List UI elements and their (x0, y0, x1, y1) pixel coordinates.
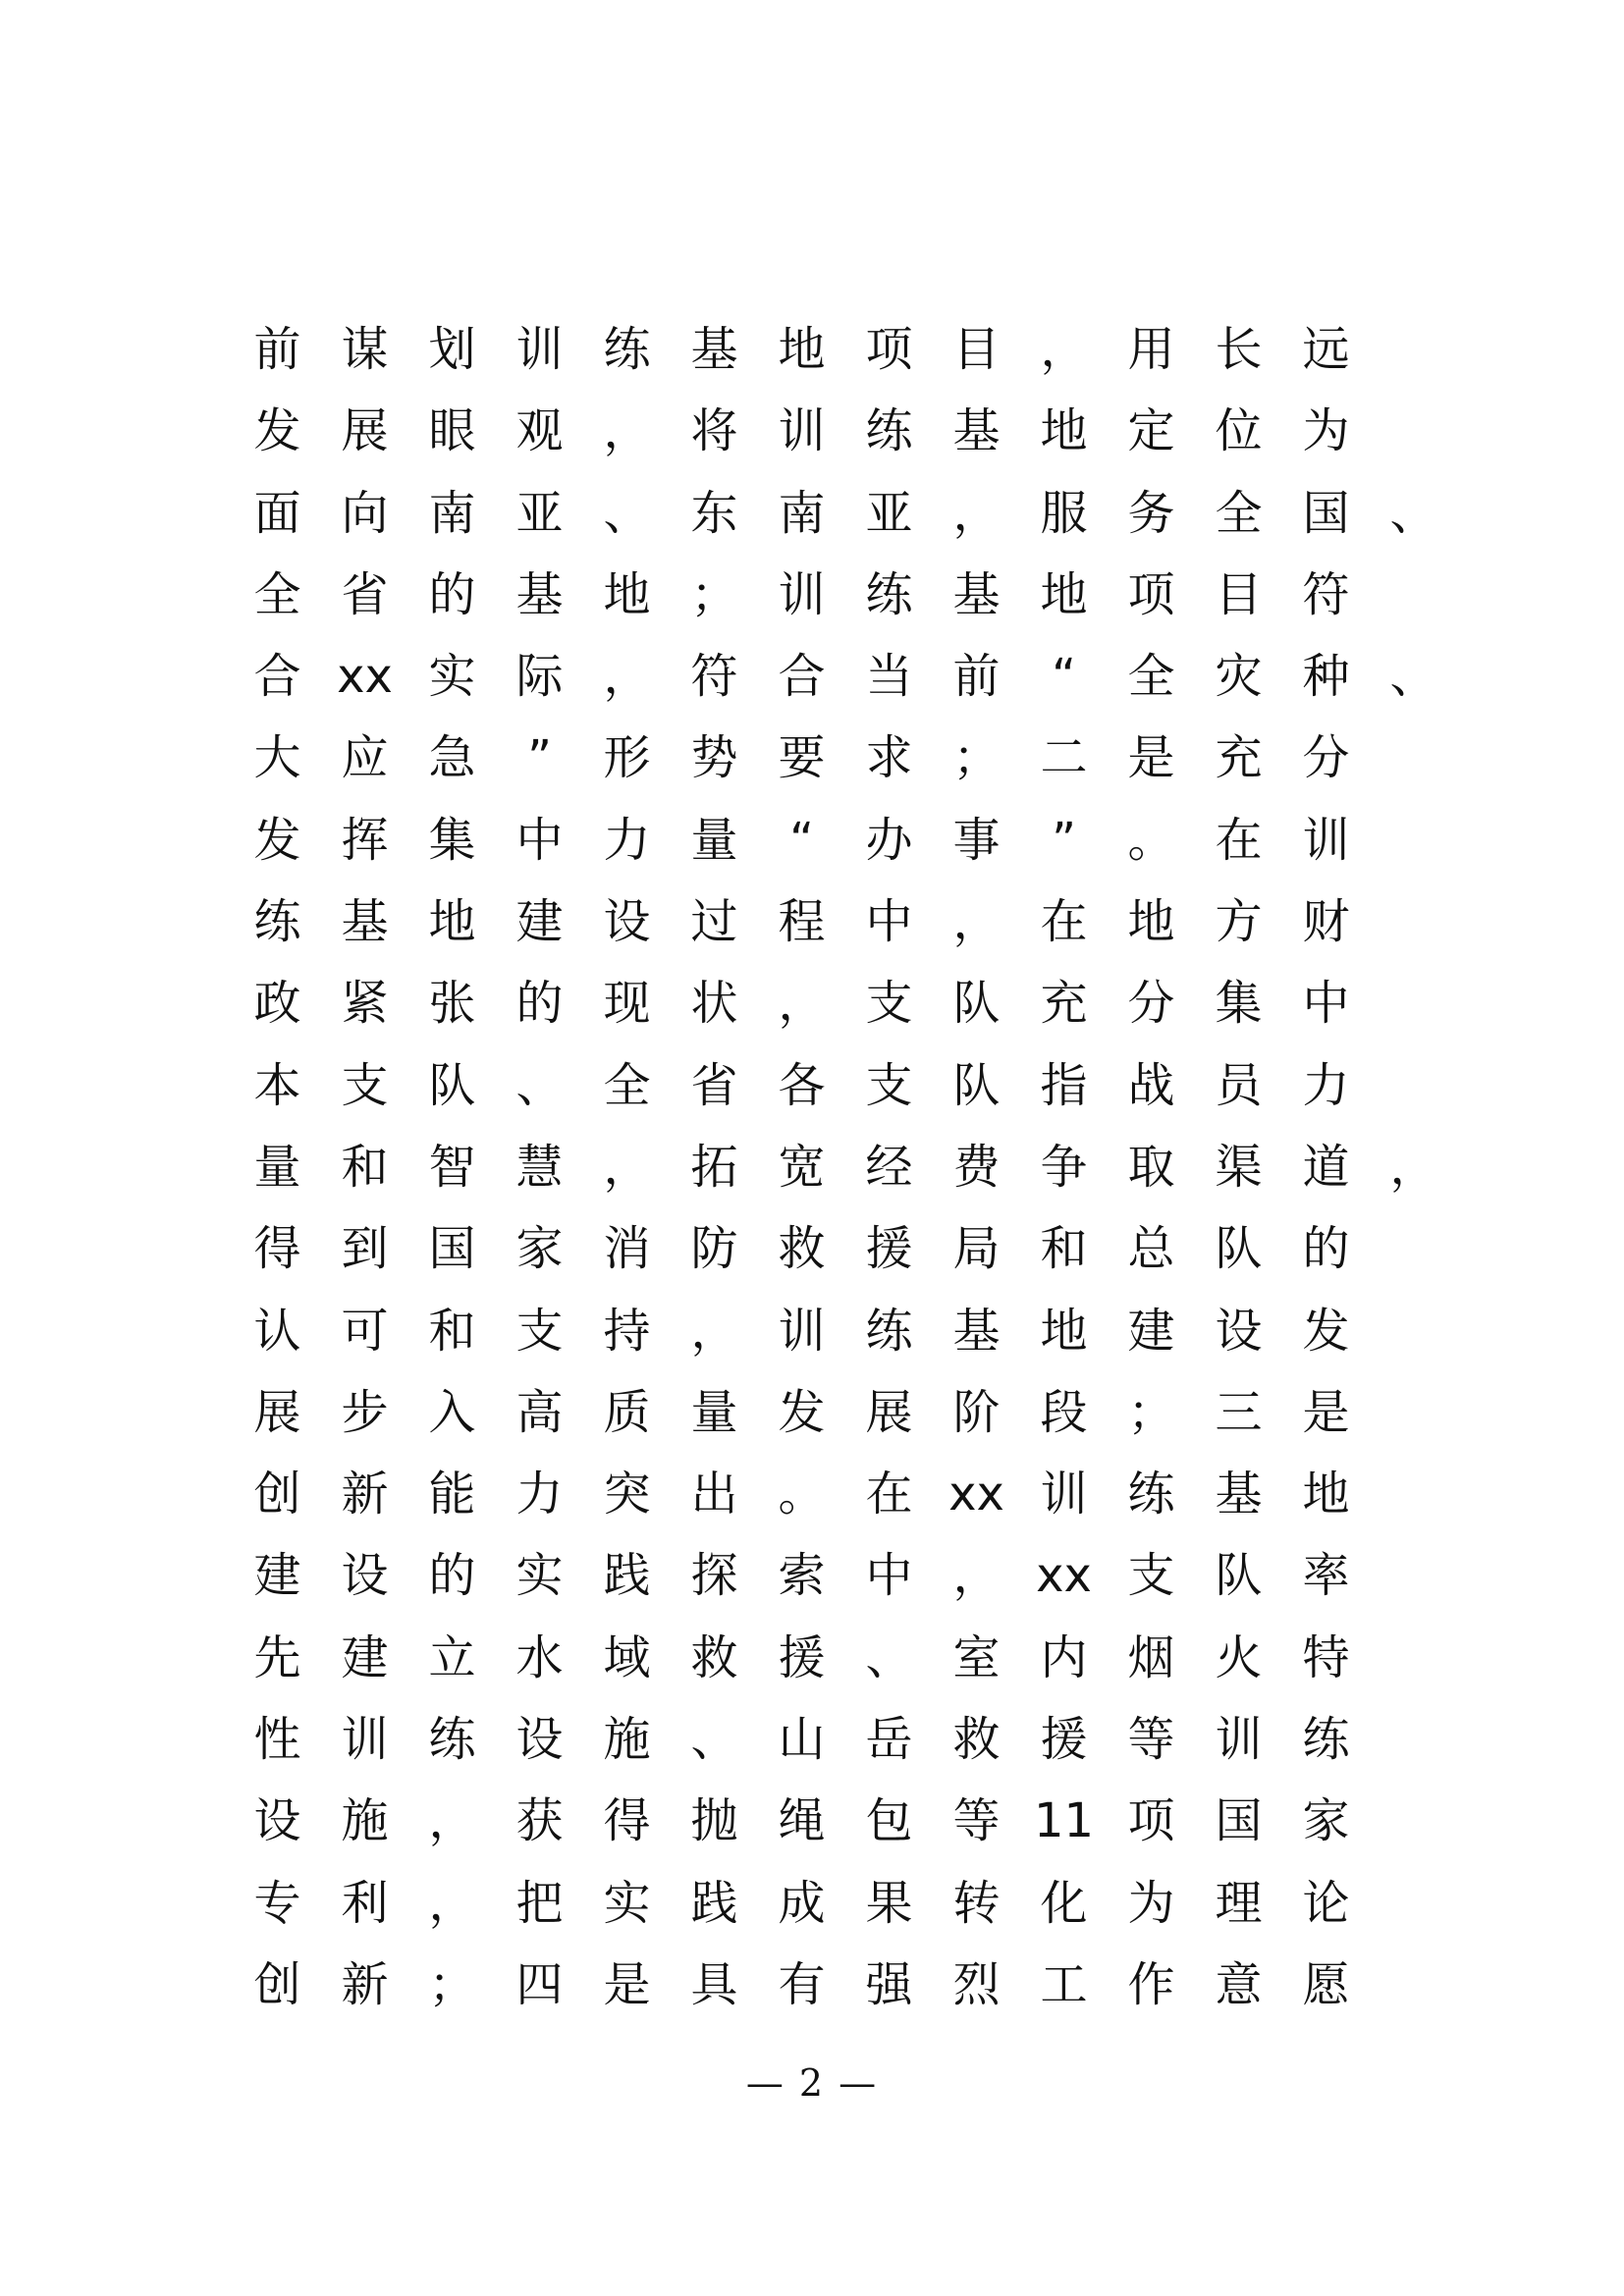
text-char: 要 (778, 730, 826, 786)
text-char: 地 (1040, 566, 1088, 622)
text-char: 室 (952, 1629, 1001, 1685)
text-char: 的 (428, 1548, 476, 1604)
text-char: 到 (341, 1221, 389, 1277)
text-char: 设 (1215, 1303, 1263, 1359)
text-char: ； (1127, 1384, 1175, 1440)
text-char: ， (1389, 1139, 1437, 1195)
text-char: 事 (952, 812, 1001, 868)
text-char: 。 (778, 1467, 826, 1522)
text-char: 项 (865, 322, 913, 377)
text-char: 员 (1215, 1057, 1263, 1113)
text-char: 中 (515, 812, 564, 868)
text-char: 分 (1127, 976, 1175, 1032)
text-char: 国 (1215, 1793, 1263, 1849)
text-char: 作 (1127, 1956, 1175, 2012)
text-char: 程 (778, 894, 826, 950)
text-char: 集 (1215, 976, 1263, 1032)
text-char: 支 (341, 1057, 389, 1113)
text-char: 三 (1215, 1384, 1263, 1440)
text-char: 和 (428, 1303, 476, 1359)
text-char: 训 (515, 322, 564, 377)
text-char: 强 (865, 1956, 913, 2012)
text-char: 利 (341, 1875, 389, 1931)
text-char: 训 (778, 403, 826, 459)
text-char: 符 (690, 649, 738, 705)
text-char: ， (603, 1139, 651, 1195)
text-char: 指 (1040, 1057, 1088, 1113)
text-char: 服 (1040, 485, 1088, 541)
text-char: 践 (603, 1548, 651, 1604)
text-char: 探 (690, 1548, 738, 1604)
text-char: 国 (1302, 485, 1350, 541)
text-char: 索 (778, 1548, 826, 1604)
text-char: 队 (952, 1057, 1001, 1113)
text-char: 施 (603, 1712, 651, 1768)
text-char: 各 (778, 1057, 826, 1113)
text-char: 展 (253, 1384, 301, 1440)
text-char: 紧 (341, 976, 389, 1032)
text-char: 基 (952, 1303, 1001, 1359)
text-char: ， (1040, 322, 1088, 377)
text-char: 和 (1040, 1221, 1088, 1277)
text-char: xx (337, 649, 393, 705)
text-char: 训 (1215, 1712, 1263, 1768)
text-char: 项 (1127, 566, 1175, 622)
text-char: “ (789, 812, 814, 868)
text-line (234, 1136, 1437, 1217)
text-char: ， (778, 976, 826, 1032)
text-char: 的 (515, 976, 564, 1032)
text-char: 形 (603, 730, 651, 786)
text-char: 可 (341, 1303, 389, 1359)
text-char: 地 (778, 322, 826, 377)
text-char: ， (690, 1303, 738, 1359)
text-char: ； (690, 566, 738, 622)
text-char: 理 (1215, 1875, 1263, 1931)
text-char: 发 (253, 812, 301, 868)
text-char: 、 (1389, 649, 1437, 705)
text-char: 挥 (341, 812, 389, 868)
text-char: 消 (603, 1221, 651, 1277)
text-char: 势 (690, 730, 738, 786)
text-char: 费 (952, 1139, 1001, 1195)
text-char: 质 (603, 1384, 651, 1440)
text-char: 抛 (690, 1793, 738, 1849)
text-char: 发 (253, 403, 301, 459)
text-char: 分 (1302, 730, 1350, 786)
text-char: 实 (428, 649, 476, 705)
text-line (234, 1544, 1392, 1626)
text-line (234, 1054, 1392, 1136)
text-char: 练 (865, 566, 913, 622)
body-text (234, 318, 1437, 2035)
text-char: 力 (1302, 1057, 1350, 1113)
text-char: 地 (428, 894, 476, 950)
text-char: 大 (253, 730, 301, 786)
text-char: 练 (1302, 1712, 1350, 1768)
text-char: 基 (515, 566, 564, 622)
text-char: 家 (1302, 1793, 1350, 1849)
text-char: ； (428, 1956, 476, 2012)
text-char: 突 (603, 1467, 651, 1522)
text-char: 方 (1215, 894, 1263, 950)
text-char: 基 (952, 403, 1001, 459)
text-char: 基 (1215, 1467, 1263, 1522)
text-char: “ (1052, 649, 1076, 705)
text-char: 急 (428, 730, 476, 786)
text-char: 队 (952, 976, 1001, 1032)
text-char: 地 (1040, 403, 1088, 459)
text-char: 是 (1302, 1384, 1350, 1440)
text-char: 性 (253, 1712, 301, 1768)
text-line (234, 726, 1392, 808)
text-char: ， (952, 1548, 1001, 1604)
text-char: 种 (1302, 649, 1350, 705)
text-char: 工 (1040, 1956, 1088, 2012)
text-char: 南 (778, 485, 826, 541)
text-char: 发 (778, 1384, 826, 1440)
text-char: 的 (428, 566, 476, 622)
text-char: 是 (1127, 730, 1175, 786)
text-char: 转 (952, 1875, 1001, 1931)
text-char: 际 (515, 649, 564, 705)
text-char: 量 (690, 812, 738, 868)
text-char: 的 (1302, 1221, 1350, 1277)
text-char: 力 (603, 812, 651, 868)
text-char: 果 (865, 1875, 913, 1931)
text-char: 总 (1127, 1221, 1175, 1277)
text-line (234, 1300, 1392, 1381)
text-char: 山 (778, 1712, 826, 1768)
text-char: 践 (690, 1875, 738, 1931)
text-char: 高 (515, 1384, 564, 1440)
text-char: 建 (341, 1629, 389, 1685)
text-char: 论 (1302, 1875, 1350, 1931)
text-char: 中 (865, 1548, 913, 1604)
text-char: 、 (1389, 485, 1437, 541)
text-char: 省 (690, 1057, 738, 1113)
text-char: ， (952, 894, 1001, 950)
text-line (234, 1381, 1392, 1463)
text-char: 能 (428, 1467, 476, 1522)
text-char: ； (952, 730, 1001, 786)
text-char: 练 (253, 894, 301, 950)
text-char: 为 (1302, 403, 1350, 459)
text-char: 把 (515, 1875, 564, 1931)
text-char: 张 (428, 976, 476, 1032)
text-char: 地 (603, 566, 651, 622)
text-char: 经 (865, 1139, 913, 1195)
text-line (234, 1872, 1392, 1953)
text-char: 财 (1302, 894, 1350, 950)
text-char: 实 (515, 1548, 564, 1604)
text-char: 队 (1215, 1221, 1263, 1277)
text-char: 、 (603, 485, 651, 541)
text-char: 亚 (515, 485, 564, 541)
text-char: 中 (1302, 976, 1350, 1032)
text-char: 练 (865, 1303, 913, 1359)
text-line (234, 1953, 1392, 2035)
text-char: 特 (1302, 1629, 1350, 1685)
text-char: 应 (341, 730, 389, 786)
text-char: 项 (1127, 1793, 1175, 1849)
text-char: 练 (1127, 1467, 1175, 1522)
text-char: 队 (1215, 1548, 1263, 1604)
text-char: 支 (515, 1303, 564, 1359)
text-char: 务 (1127, 485, 1175, 541)
text-char: 远 (1302, 322, 1350, 377)
text-char: 水 (515, 1629, 564, 1685)
text-line (234, 563, 1392, 645)
text-char: 专 (253, 1875, 301, 1931)
text-line (234, 1463, 1392, 1544)
text-char: 救 (952, 1712, 1001, 1768)
text-line (234, 1708, 1392, 1789)
text-char: 救 (690, 1629, 738, 1685)
text-char: 立 (428, 1629, 476, 1685)
text-line (234, 972, 1392, 1053)
text-char: 本 (253, 1057, 301, 1113)
text-char: 训 (341, 1712, 389, 1768)
text-char: 支 (1127, 1548, 1175, 1604)
text-line (234, 1789, 1392, 1871)
text-char: 设 (603, 894, 651, 950)
text-char: ， (428, 1793, 476, 1849)
text-char: 省 (341, 566, 389, 622)
text-char: 状 (690, 976, 738, 1032)
text-char: 救 (778, 1221, 826, 1277)
text-char: 阶 (952, 1384, 1001, 1440)
text-char: 支 (865, 1057, 913, 1113)
text-char: 符 (1302, 566, 1350, 622)
text-char: 烟 (1127, 1629, 1175, 1685)
text-char: 设 (341, 1548, 389, 1604)
text-char: 创 (253, 1467, 301, 1522)
text-char: 国 (428, 1221, 476, 1277)
text-char: 四 (515, 1956, 564, 2012)
text-char: 眼 (428, 403, 476, 459)
text-char: 合 (778, 649, 826, 705)
text-char: 中 (865, 894, 913, 950)
text-char: 防 (690, 1221, 738, 1277)
text-char: 谋 (341, 322, 389, 377)
text-char: 出 (690, 1467, 738, 1522)
text-line (234, 809, 1392, 890)
text-char: 步 (341, 1384, 389, 1440)
text-char: 渠 (1215, 1139, 1263, 1195)
text-char: 入 (428, 1384, 476, 1440)
text-char: 训 (778, 1303, 826, 1359)
text-char: 内 (1040, 1629, 1088, 1685)
text-char: 率 (1302, 1548, 1350, 1604)
text-char: 基 (341, 894, 389, 950)
text-char: ， (603, 649, 651, 705)
text-char: 办 (865, 812, 913, 868)
text-char: 和 (341, 1139, 389, 1195)
text-char: 包 (865, 1793, 913, 1849)
text-line (234, 1217, 1392, 1299)
text-char: 局 (952, 1221, 1001, 1277)
text-char: 在 (1215, 812, 1263, 868)
text-char: 训 (778, 566, 826, 622)
text-char: 向 (341, 485, 389, 541)
text-char: 援 (865, 1221, 913, 1277)
text-char: 11 (1033, 1793, 1095, 1849)
text-char: 亚 (865, 485, 913, 541)
text-char: 训 (1040, 1467, 1088, 1522)
page-number: — 2 — (745, 2061, 879, 2105)
text-char: 练 (603, 322, 651, 377)
text-char: 建 (253, 1548, 301, 1604)
text-char: 成 (778, 1875, 826, 1931)
text-char: 现 (603, 976, 651, 1032)
text-char: 为 (1127, 1875, 1175, 1931)
text-char: 展 (865, 1384, 913, 1440)
text-char: 创 (253, 1956, 301, 2012)
text-char: ” (1052, 812, 1076, 868)
text-char: 得 (603, 1793, 651, 1849)
text-char: 、 (865, 1629, 913, 1685)
text-char: ” (527, 730, 552, 786)
text-char: 。 (1127, 812, 1175, 868)
text-char: 在 (865, 1467, 913, 1522)
text-char: 灾 (1215, 649, 1263, 705)
text-char: 援 (778, 1629, 826, 1685)
text-char: 面 (253, 485, 301, 541)
text-char: 力 (515, 1467, 564, 1522)
text-char: 观 (515, 403, 564, 459)
text-char: 二 (1040, 730, 1088, 786)
text-char: 援 (1040, 1712, 1088, 1768)
text-char: 家 (515, 1221, 564, 1277)
text-char: ， (603, 403, 651, 459)
text-char: 全 (1215, 485, 1263, 541)
text-char: 练 (865, 403, 913, 459)
text-char: 道 (1302, 1139, 1350, 1195)
text-char: 、 (690, 1712, 738, 1768)
text-line (234, 318, 1392, 400)
text-char: 政 (253, 976, 301, 1032)
text-char: 战 (1127, 1057, 1175, 1113)
text-char: 全 (603, 1057, 651, 1113)
text-char: 练 (428, 1712, 476, 1768)
text-char: 在 (1040, 894, 1088, 950)
text-line (234, 645, 1437, 726)
text-char: 取 (1127, 1139, 1175, 1195)
text-char: 集 (428, 812, 476, 868)
text-char: 南 (428, 485, 476, 541)
text-char: ， (952, 485, 1001, 541)
text-char: 智 (428, 1139, 476, 1195)
text-char: 获 (515, 1793, 564, 1849)
text-char: 化 (1040, 1875, 1088, 1931)
text-char: 得 (253, 1221, 301, 1277)
text-char: 宽 (778, 1139, 826, 1195)
text-char: 等 (1127, 1712, 1175, 1768)
text-char: 量 (253, 1139, 301, 1195)
text-char: 设 (253, 1793, 301, 1849)
text-char: 是 (603, 1956, 651, 2012)
text-char: 位 (1215, 403, 1263, 459)
text-char: 域 (603, 1629, 651, 1685)
text-char: 持 (603, 1303, 651, 1359)
text-char: xx (948, 1467, 1004, 1522)
text-line (234, 890, 1392, 972)
text-char: 实 (603, 1875, 651, 1931)
text-char: 用 (1127, 322, 1175, 377)
text-char: 当 (865, 649, 913, 705)
text-char: 发 (1302, 1303, 1350, 1359)
text-char: 具 (690, 1956, 738, 2012)
text-line (234, 1627, 1392, 1708)
text-char: 绳 (778, 1793, 826, 1849)
text-char: 烈 (952, 1956, 1001, 2012)
text-char: 新 (341, 1467, 389, 1522)
text-char: 设 (515, 1712, 564, 1768)
text-line (234, 482, 1437, 563)
text-char: 施 (341, 1793, 389, 1849)
text-char: 充 (1040, 976, 1088, 1032)
text-char: 地 (1302, 1467, 1350, 1522)
text-char: 前 (253, 322, 301, 377)
text-char: 训 (1302, 812, 1350, 868)
text-char: 合 (253, 649, 301, 705)
text-char: 全 (253, 566, 301, 622)
text-char: ， (428, 1875, 476, 1931)
text-char: 先 (253, 1629, 301, 1685)
text-char: 建 (515, 894, 564, 950)
text-char: 有 (778, 1956, 826, 2012)
text-line (234, 400, 1392, 481)
text-char: 等 (952, 1793, 1001, 1849)
text-char: 岳 (865, 1712, 913, 1768)
text-char: 将 (690, 403, 738, 459)
text-char: 争 (1040, 1139, 1088, 1195)
text-char: 充 (1215, 730, 1263, 786)
text-char: 支 (865, 976, 913, 1032)
text-char: 基 (952, 566, 1001, 622)
text-char: 目 (1215, 566, 1263, 622)
text-char: 拓 (690, 1139, 738, 1195)
text-char: 地 (1040, 1303, 1088, 1359)
text-char: 认 (253, 1303, 301, 1359)
text-char: 队 (428, 1057, 476, 1113)
text-char: 新 (341, 1956, 389, 2012)
text-char: 段 (1040, 1384, 1088, 1440)
text-char: 基 (690, 322, 738, 377)
text-char: 愿 (1302, 1956, 1350, 2012)
text-char: 求 (865, 730, 913, 786)
text-char: 展 (341, 403, 389, 459)
text-char: 全 (1127, 649, 1175, 705)
text-char: 、 (515, 1057, 564, 1113)
text-char: 过 (690, 894, 738, 950)
text-char: 意 (1215, 1956, 1263, 2012)
text-char: 地 (1127, 894, 1175, 950)
text-char: 定 (1127, 403, 1175, 459)
text-char: 划 (428, 322, 476, 377)
text-char: 建 (1127, 1303, 1175, 1359)
text-char: 量 (690, 1384, 738, 1440)
text-char: xx (1036, 1548, 1092, 1604)
text-char: 火 (1215, 1629, 1263, 1685)
text-char: 东 (690, 485, 738, 541)
text-char: 目 (952, 322, 1001, 377)
text-char: 慧 (515, 1139, 564, 1195)
text-char: 前 (952, 649, 1001, 705)
text-char: 长 (1215, 322, 1263, 377)
